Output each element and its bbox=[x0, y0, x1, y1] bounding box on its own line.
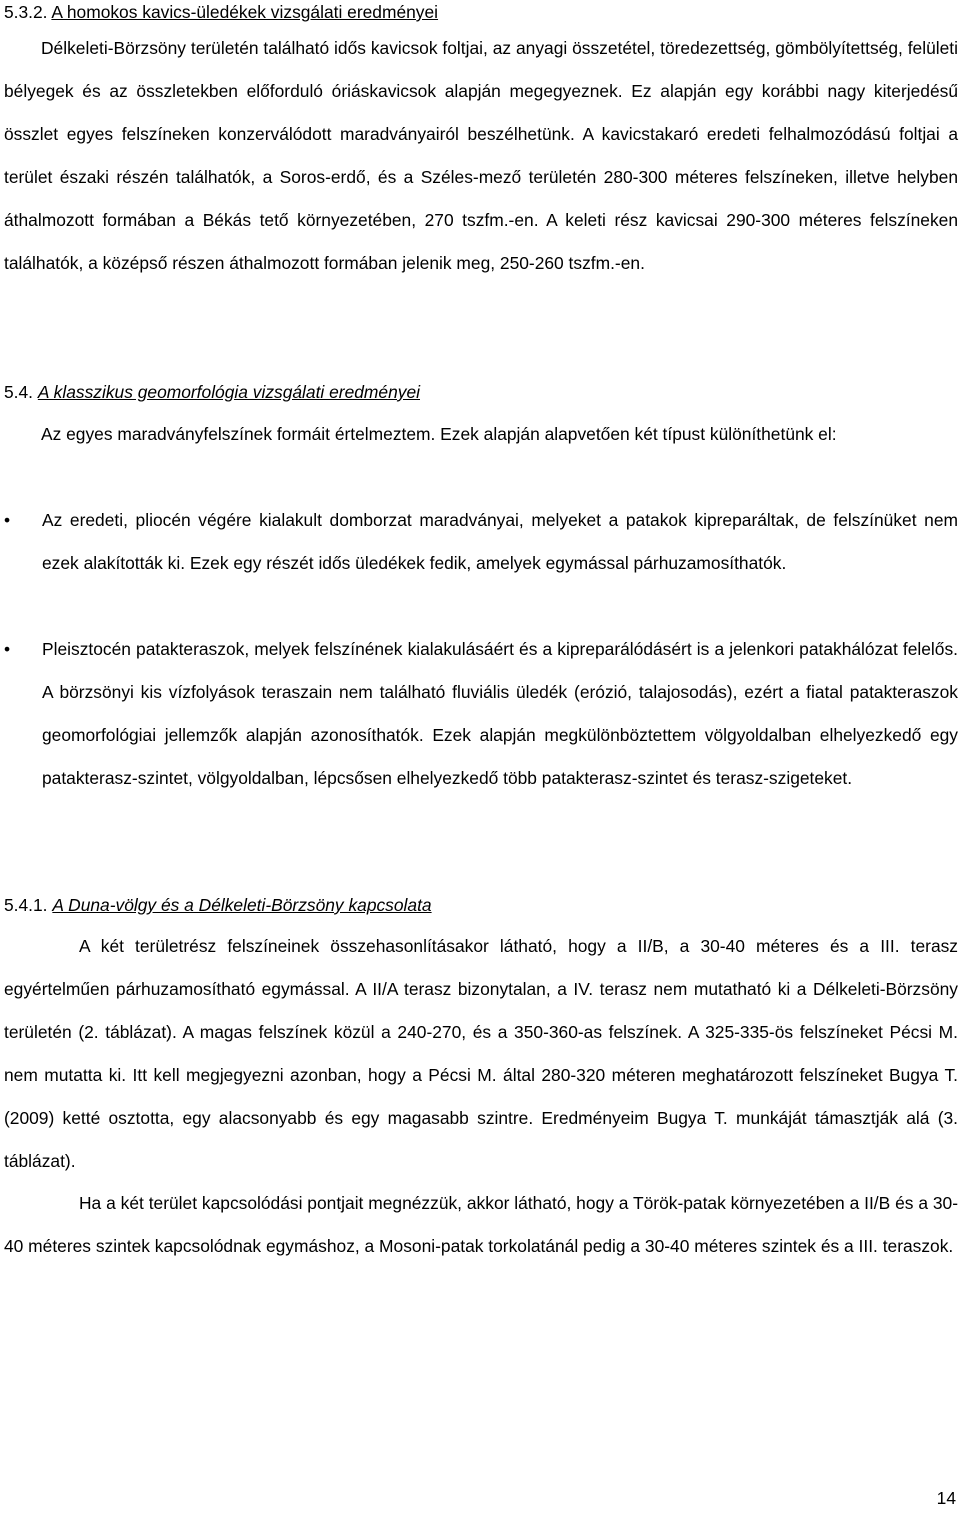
section-heading-5-4-1 bbox=[4, 893, 432, 917]
section-title: A klasszikus geomorfológia vizsgálati eredményei bbox=[37, 382, 420, 402]
bullet-text: Az eredeti, pliocén végére kialakult domborzat maradványai, melyeket a patakok kipreparáltak, de felszínüket nem ezek alakították ki. Ezek egy részét idős üledékek fedik, amelyek egymással párhuzamosíthatók. bbox=[42, 510, 958, 573]
section-heading-5-4 bbox=[4, 380, 420, 404]
bullet-icon: • bbox=[4, 510, 11, 530]
bullet-item bbox=[4, 499, 958, 585]
paragraph: Délkeleti-Börzsöny területén található idős kavicsok foltjai, az anyagi összetétel, töredezettség, gömbölyítettség, felületi bélyegek és az összletekben előforduló óriáskavicsok alapján megegyeznek. Ez alapján egy korábbi nagy kiterjedésű összlet egyes felszíneken konzerválódott maradványairól beszélhetünk. A kavicstakaró eredeti felhalmozódású foltjai a terület északi részén találhatók, a Soros-erdő, és a Széles-mező területén 280-300 méteres felszíneken, illetve helyben áthalmozott formában a Békás tető környezetében, 270 tszfm.-en. A keleti rész kavicsai 290-300 méteres felszíneken találhatók, a középső részen áthalmozott formában jelenik meg, 250-260 tszfm.-en. bbox=[4, 38, 958, 273]
section-number: 5.4. bbox=[4, 382, 34, 402]
section-number: 5.4.1. bbox=[4, 895, 48, 915]
section-number: 5.3.2. bbox=[4, 2, 48, 22]
page-number: 14 bbox=[936, 1488, 956, 1508]
paragraph: Az egyes maradványfelszínek formáit értelmeztem. Ezek alapján alapvetően két típust különíthetünk el: bbox=[41, 424, 837, 444]
paragraph: A két területrész felszíneinek összehasonlításakor látható, hogy a II/B, a 30-40 méteres és a III. terasz egyértelműen párhuzamosítható egymással. A II/A terasz bizonytalan, a IV. terasz nem mutatható ki a Délkeleti-Börzsöny területén (2. táblázat). A magas felszínek közül a 240-270, és a 350-360-as felszínek. A 325-335-ös felszíneket Pécsi M. nem mutatta ki. Itt kell megjegyezni azonban, hogy a Pécsi M. által 280-320 méteren meghatározott felszíneket Bugya T. (2009) ketté osztotta, egy alacsonyabb és egy magasabb szintre. Eredményeim Bugya T. munkáját támasztják alá (3. táblázat). bbox=[4, 936, 958, 1171]
paragraph: Ha a két terület kapcsolódási pontjait megnézzük, akkor látható, hogy a Török-patak környezetében a II/B és a 30-40 méteres szintek kapcsolódnak egymáshoz, a Mosoni-patak torkolatánál pedig a 30-40 méteres szintek és a III. teraszok. bbox=[4, 1193, 958, 1256]
section-title: A homokos kavics-üledékek vizsgálati eredményei bbox=[51, 2, 439, 22]
section-title: A Duna-völgy és a Délkeleti-Börzsöny kapcsolata bbox=[52, 895, 432, 915]
bullet-item bbox=[4, 628, 958, 800]
section-heading-5-3-2 bbox=[4, 0, 438, 24]
bullet-icon: • bbox=[4, 639, 11, 659]
bullet-text: Pleisztocén patakteraszok, melyek felszínének kialakulásáért és a kipreparálódásért is a jelenkori patakhálózat felelős. A börzsönyi kis vízfolyások teraszain nem található fluviális üledék (erózió, talajosodás), ezért a fiatal patakteraszok geomorfológiai jellemzők alapján azonosíthatók. Ezek alapján megkülönböztettem völgyoldalban elhelyezkedő egy patakterasz-szintet, völgyoldalban, lépcsősen elhelyezkedő több patakterasz-szintet és terasz-szigeteket. bbox=[42, 639, 958, 788]
